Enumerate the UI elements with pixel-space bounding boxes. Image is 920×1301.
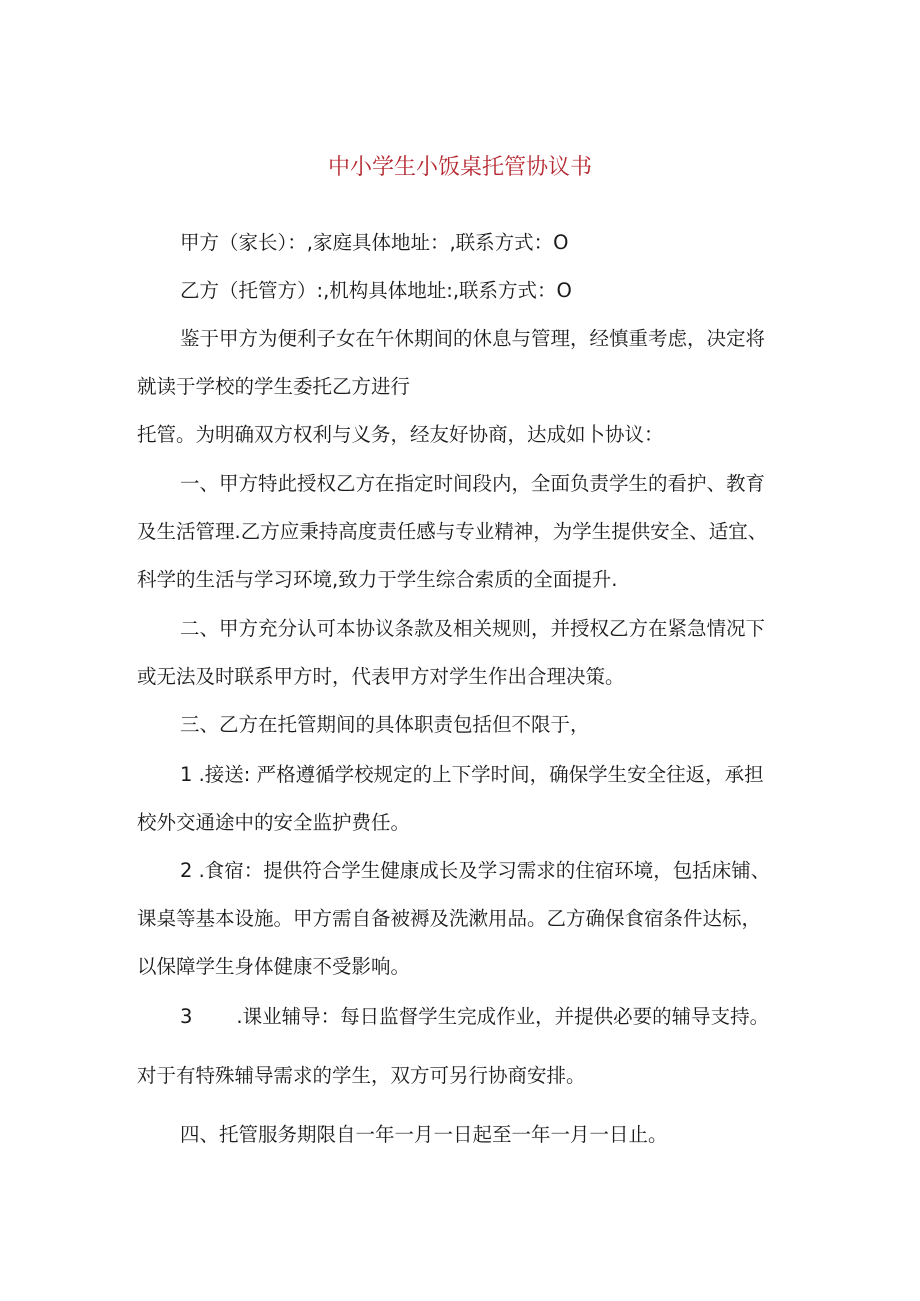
clause-2-line-1: 二、甲方充分认可本协议条款及相关规则，并授权乙方在紧急情况下 (180, 617, 766, 640)
clause-3-item-3-line-1 (180, 1004, 769, 1030)
clause-3-item-2-line-1: 2 .食宿：提供符合学生健康成长及学习需求的住宿环境，包括床铺、 (180, 859, 771, 882)
clause-3-item-3-number: 3 (180, 1005, 193, 1028)
party-a-line: 甲方（家长）：,家庭具体地址：,联系方式：O (180, 231, 569, 254)
preamble-line-1: 鉴于甲方为便利子女在午休期间的休息与管理，经慎重考虑，决定将 (180, 327, 766, 350)
clause-2-line-2: 或无法及时联系甲方时，代表甲方对学生作出合理决策。 (137, 665, 625, 688)
clause-3-item-3-line-2: 对于有特殊辅导需求的学生，双方可另行协商安排。 (137, 1064, 586, 1087)
preamble-line-3: 托管。为明确双方权利与义务，经友好协商，达成如卜协议： (137, 423, 664, 446)
clause-1-line-1: 一、甲方特此授权乙方在指定时间段内，全面负责学生的看护、教育 (180, 472, 766, 495)
clause-1-line-3: 科学的生活与学习环境,致力于学生综合索质的全面提升. (137, 568, 618, 591)
clause-3-item-1-line-1: 1 .接送: 严格遵循学校规定的上下学时间，确保学生安全往返，承担 (180, 763, 764, 786)
clause-3-item-3-text: .课业辅导：每日监督学生完成作业，并提供必要的辅导支持。 (236, 1005, 770, 1028)
clause-3-item-2-line-3: 以保障学生身体健康不受影响。 (137, 955, 411, 978)
party-b-line: 乙方（托管方）:,机构具体地址:,联系方式：O (180, 279, 572, 302)
preamble-line-2: 就读于学校的学生委托乙方进行 (137, 375, 411, 398)
document-title: 中小学生小饭桌托管协议书 (327, 155, 592, 180)
clause-4-line: 四、托管服务期限自一年一月一日起至一年一月一日止。 (180, 1123, 668, 1146)
clause-1-line-2: 及生活管理.乙方应秉持高度责任感与专业精神，为学生提供安全、适宜、 (137, 520, 768, 543)
clause-3-item-2-line-2: 课桌等基本设施。甲方需自备被褥及洗漱用品。乙方确保食宿条件达标， (137, 907, 762, 930)
clause-3-heading: 三、乙方在托管期间的具体职责包括但不限于， (180, 713, 590, 736)
clause-3-item-1-line-2: 校外交通途中的安全监护费任。 (137, 811, 411, 834)
